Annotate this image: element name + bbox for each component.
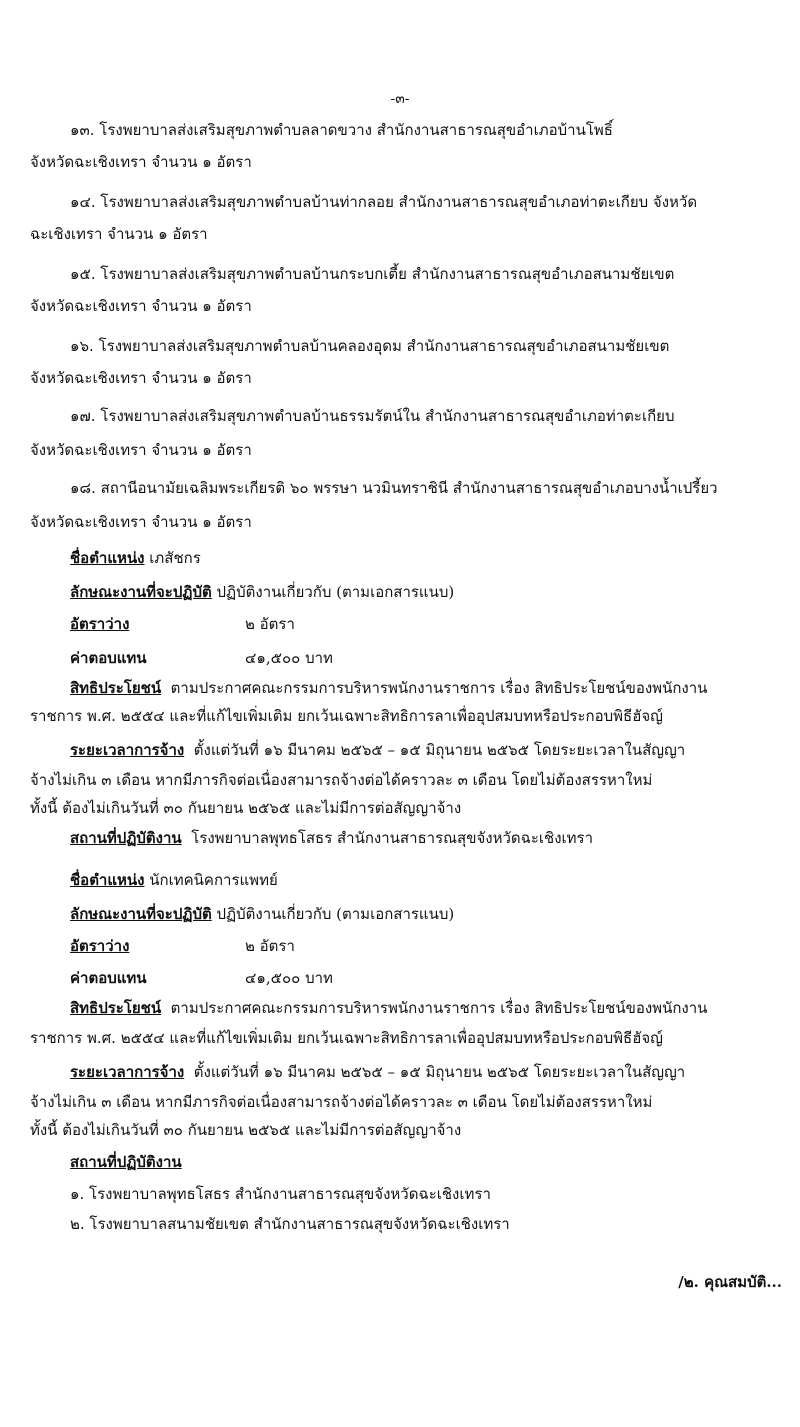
benefit-line1 [70, 998, 707, 1018]
list-item-15-line1: ๑๕. โรงพยาบาลส่งเสริมสุขภาพตำบลบ้านกระบกเตี้ย สำนักงานสาธารณสุขอำเภอสนามชัยเขต [70, 265, 675, 283]
position-title-label: ชื่อตำแหน่ง [70, 549, 145, 567]
pay-label: ค่าตอบแทน [70, 649, 147, 667]
duty-label: ลักษณะงานที่จะปฏิบัติ [70, 905, 212, 923]
period-label: ระยะเวลาการจ้าง [70, 1063, 185, 1081]
duty-value: ปฏิบัติงานเกี่ยวกับ (ตามเอกสารแนบ) [216, 583, 455, 601]
period-line2: จ้างไม่เกิน ๓ เดือน หากมีภารกิจต่อเนื่องสามารถจ้างต่อได้คราวละ ๓ เดือน โดยไม่ต้องสรรหาใหม่ [30, 1093, 653, 1111]
page-number: -๓- [390, 91, 410, 107]
place-label: สถานที่ปฏิบัติงาน [70, 829, 182, 847]
list-item-16-line1: ๑๖. โรงพยาบาลส่งเสริมสุขภาพตำบลบ้านคลองอุดม สำนักงานสาธารณสุขอำเภอสนามชัยเขต [70, 337, 670, 355]
place-line [70, 828, 593, 848]
period-line1 [70, 740, 685, 760]
position-title-value: เภสัชกร [149, 549, 201, 567]
pay-value: ๔๑,๕๐๐ บาท [245, 649, 333, 667]
list-item-17-line2: จังหวัดฉะเชิงเทรา จำนวน ๑ อัตรา [30, 441, 252, 459]
vacancy-label: อัตราว่าง [70, 937, 130, 955]
place-label: สถานที่ปฏิบัติงาน [70, 1153, 182, 1171]
list-item-15-line2: จังหวัดฉะเชิงเทรา จำนวน ๑ อัตรา [30, 297, 252, 315]
list-item-13-line1: ๑๓. โรงพยาบาลส่งเสริมสุขภาพตำบลลาดขวาง สำนักงานสาธารณสุขอำเภอบ้านโพธิ์ [70, 121, 613, 139]
vacancy-label: อัตราว่าง [70, 615, 130, 633]
period-text: ตั้งแต่วันที่ ๑๖ มีนาคม ๒๕๖๕ – ๑๕ มิถุนายน ๒๕๖๕ โดยระยะเวลาในสัญญา [193, 1063, 686, 1081]
position-1-title [70, 548, 201, 568]
period-line2: จ้างไม่เกิน ๓ เดือน หากมีภารกิจต่อเนื่องสามารถจ้างต่อได้คราวละ ๓ เดือน โดยไม่ต้องสรรหาใหม่ [30, 771, 653, 789]
list-item-17-line1: ๑๗. โรงพยาบาลส่งเสริมสุขภาพตำบลบ้านธรรมรัตน์ใน สำนักงานสาธารณสุขอำเภอท่าตะเกียบ [70, 407, 675, 425]
benefit-text: ตามประกาศคณะกรรมการบริหารพนักงานราชการ เรื่อง สิทธิประโยชน์ของพนักงาน [170, 679, 708, 697]
benefit-text: ตามประกาศคณะกรรมการบริหารพนักงานราชการ เรื่อง สิทธิประโยชน์ของพนักงาน [170, 999, 708, 1017]
period-line1 [70, 1062, 685, 1082]
position-2-title [70, 870, 278, 890]
list-item-14-line1: ๑๔. โรงพยาบาลส่งเสริมสุขภาพตำบลบ้านท่ากลอย สำนักงานสาธารณสุขอำเภอท่าตะเกียบ จังหวัด [70, 193, 698, 211]
benefit-label: สิทธิประโยชน์ [70, 999, 162, 1017]
pay-value: ๔๑,๕๐๐ บาท [245, 969, 333, 987]
place-item-2: ๒. โรงพยาบาลสนามชัยเขต สำนักงานสาธารณสุขจังหวัดฉะเชิงเทรา [70, 1215, 510, 1233]
benefit-line2: ราชการ พ.ศ. ๒๕๕๔ และที่แก้ไขเพิ่มเติม ยกเว้นเฉพาะสิทธิการลาเพื่ออุปสมบทหรือประกอบพิธีฮัจญ์ [30, 1029, 663, 1047]
position-title-value: นักเทคนิคการแพทย์ [149, 871, 278, 889]
duty-value: ปฏิบัติงานเกี่ยวกับ (ตามเอกสารแนบ) [216, 905, 455, 923]
vacancy-value: ๒ อัตรา [245, 937, 295, 955]
position-2-duty [70, 904, 454, 924]
benefit-label: สิทธิประโยชน์ [70, 679, 162, 697]
period-label: ระยะเวลาการจ้าง [70, 741, 185, 759]
benefit-line2: ราชการ พ.ศ. ๒๕๕๔ และที่แก้ไขเพิ่มเติม ยกเว้นเฉพาะสิทธิการลาเพื่ออุปสมบทหรือประกอบพิธีฮัจญ์ [30, 707, 663, 725]
period-text: ตั้งแต่วันที่ ๑๖ มีนาคม ๒๕๖๕ – ๑๕ มิถุนายน ๒๕๖๕ โดยระยะเวลาในสัญญา [193, 741, 686, 759]
list-item-18-line2: จังหวัดฉะเชิงเทรา จำนวน ๑ อัตรา [30, 513, 252, 531]
period-line3: ทั้งนี้ ต้องไม่เกินวันที่ ๓๐ กันยายน ๒๕๖๕ และไม่มีการต่อสัญญาจ้าง [30, 799, 462, 817]
list-item-18-line1: ๑๘. สถานีอนามัยเฉลิมพระเกียรติ ๖๐ พรรษา นวมินทราชินี สำนักงานสาธารณสุขอำเภอบางน้ำเปรี้ยว [70, 479, 718, 497]
pay-label: ค่าตอบแทน [70, 969, 147, 987]
place-value: โรงพยาบาลพุทธโสธร สำนักงานสาธารณสุขจังหวัดฉะเชิงเทรา [191, 829, 594, 847]
benefit-line1 [70, 678, 707, 698]
duty-label: ลักษณะงานที่จะปฏิบัติ [70, 583, 212, 601]
vacancy-value: ๒ อัตรา [245, 615, 295, 633]
list-item-13-line2: จังหวัดฉะเชิงเทรา จำนวน ๑ อัตรา [30, 153, 252, 171]
period-line3: ทั้งนี้ ต้องไม่เกินวันที่ ๓๐ กันยายน ๒๕๖๕ และไม่มีการต่อสัญญาจ้าง [30, 1121, 462, 1139]
list-item-14-line2: ฉะเชิงเทรา จำนวน ๑ อัตรา [30, 225, 208, 243]
list-item-16-line2: จังหวัดฉะเชิงเทรา จำนวน ๑ อัตรา [30, 369, 252, 387]
position-title-label: ชื่อตำแหน่ง [70, 871, 145, 889]
position-1-duty [70, 582, 454, 602]
continuation-marker: /๒. คุณสมบัติ... [678, 1273, 782, 1291]
place-item-1: ๑. โรงพยาบาลพุทธโสธร สำนักงานสาธารณสุขจังหวัดฉะเชิงเทรา [70, 1185, 491, 1203]
